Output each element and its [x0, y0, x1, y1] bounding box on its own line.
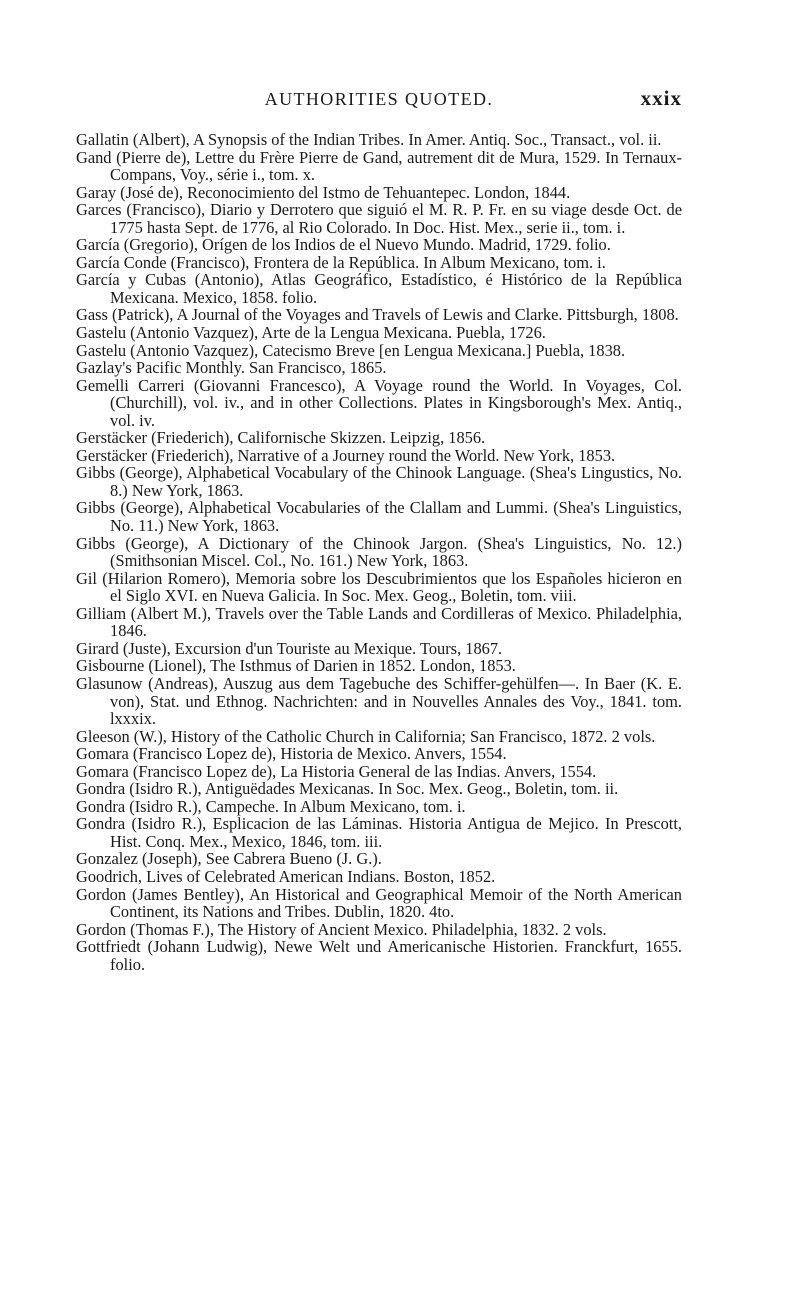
bibliography-entry: Gottfriedt (Johann Ludwig), Newe Welt und Americanische Historien. Franckfurt, 1655. folio.	[76, 937, 682, 974]
bibliography-entry: Girard (Juste), Excursion d'un Touriste au Mexique. Tours, 1867.	[76, 638, 503, 658]
bibliography-entry: Gerstäcker (Friederich), Narrative of a Journey round the World. New York, 1853.	[76, 445, 616, 465]
bibliography-entry: Gonzalez (Joseph), See Cabrera Bueno (J. G.).	[76, 849, 382, 869]
bibliography-entry: Gerstäcker (Friederich), Californische Skizzen. Leipzig, 1856.	[76, 428, 486, 448]
bibliography-entry: Gazlay's Pacific Monthly. San Francisco, 1865.	[76, 358, 387, 378]
page-title: AUTHORITIES QUOTED.	[264, 89, 494, 109]
bibliography-entry: García Conde (Francisco), Frontera de la República. In Album Mexicano, tom. i.	[76, 252, 606, 272]
bibliography-entry: Goodrich, Lives of Celebrated American Indians. Boston, 1852.	[76, 866, 496, 886]
bibliography-entry: Gil (Hilarion Romero), Memoria sobre los Descubrimientos que los Españoles hicieron en el Siglo XVI. en Nueva Galicia. In Soc. Mex. Geog., Boletin, tom. viii.	[76, 568, 682, 606]
bibliography-entry: Gand (Pierre de), Lettre du Frère Pierre de Gand, autrement dit de Mura, 1529. In Ternaux-Compans, Voy., série i., tom. x.	[76, 147, 682, 185]
bibliography-entry: Garces (Francisco), Diario y Derrotero que siguió el M. R. P. Fr. en su viage desde Oct. de 1775 hasta Sept. de 1776, al Rio Colorado. In Doc. Hist. Mex., serie ii., tom. i.	[76, 200, 682, 237]
bibliography-entry: Gibbs (George), Alphabetical Vocabularies of the Clallam and Lummi. (Shea's Linguistics, No. 11.) New York, 1863.	[76, 498, 682, 536]
bibliography-entry: García (Gregorio), Orígen de los Indios de el Nuevo Mundo. Madrid, 1729. folio.	[76, 235, 611, 255]
bibliography-entry: Gibbs (George), A Dictionary of the Chinook Jargon. (Shea's Linguistics, No. 12.) (Smithsonian Miscel. Col., No. 161.) New York, 1863.	[76, 533, 682, 571]
bibliography-entry: Glasunow (Andreas), Auszug aus dem Tagebuche des Schiffer-gehülfen—. In Baer (K. E. von), Stat. und Ethnog. Nachrichten: and in Nouvelles Annales des Voy., 1841. tom. lxxxix.	[76, 673, 682, 729]
running-header	[76, 86, 682, 114]
bibliography-entry: Gordon (James Bentley), An Historical and Geographical Memoir of the North American Continent, its Nations and Tribes. Dublin, 1820. 4to.	[76, 884, 682, 922]
bibliography-entry: Gastelu (Antonio Vazquez), Catecismo Breve [en Lengua Mexicana.] Puebla, 1838.	[76, 340, 626, 360]
bibliography-entry: Gemelli Carreri (Giovanni Francesco), A Voyage round the World. In Voyages, Col. (Churchill), vol. iv., and in other Collections. Plates in Kingsborough's Mex. Antiq., vol. iv.	[76, 375, 682, 430]
bibliography-entry: Gallatin (Albert), A Synopsis of the Indian Tribes. In Amer. Antiq. Soc., Transact., vol. ii.	[76, 130, 662, 149]
bibliography-entry: Gondra (Isidro R.), Antiguëdades Mexicanas. In Soc. Mex. Geog., Boletin, tom. ii.	[76, 779, 619, 799]
bibliography-entry: Gondra (Isidro R.), Esplicacion de las Láminas. Historia Antigua de Mejico. In Prescott, Hist. Conq. Mex., Mexico, 1846, tom. iii.	[76, 814, 682, 851]
bibliography-entry: Gibbs (George), Alphabetical Vocabulary of the Chinook Language. (Shea's Lingustics, No. 8.) New York, 1863.	[76, 463, 682, 500]
bibliography-entry: Gomara (Francisco Lopez de), La Historia General de las Indias. Anvers, 1554.	[76, 761, 597, 781]
bibliography-list	[76, 131, 682, 973]
page-number: xxix	[640, 86, 682, 110]
bibliography-entry: Gisbourne (Lionel), The Isthmus of Darien in 1852. London, 1853.	[76, 656, 516, 676]
bibliography-entry: Gondra (Isidro R.), Campeche. In Album Mexicano, tom. i.	[76, 796, 466, 816]
bibliography-entry: Gleeson (W.), History of the Catholic Church in California; San Francisco, 1872. 2 vols.	[76, 726, 656, 746]
bibliography-entry: Gomara (Francisco Lopez de), Historia de Mexico. Anvers, 1554.	[76, 744, 507, 764]
bibliography-entry: García y Cubas (Antonio), Atlas Geográfico, Estadístico, é Histórico de la República Mexicana. Mexico, 1858. folio.	[76, 270, 682, 307]
bibliography-entry: Gilliam (Albert M.), Travels over the Table Lands and Cordilleras of Mexico. Philadelphia, 1846.	[76, 603, 682, 641]
bibliography-entry: Gordon (Thomas F.), The History of Ancient Mexico. Philadelphia, 1832. 2 vols.	[76, 919, 607, 939]
bibliography-entry: Gass (Patrick), A Journal of the Voyages and Travels of Lewis and Clarke. Pittsburgh, 1808.	[76, 305, 679, 325]
bibliography-entry: Garay (José de), Reconocimiento del Istmo de Tehuantepec. London, 1844.	[76, 182, 571, 202]
bibliography-entry: Gastelu (Antonio Vazquez), Arte de la Lengua Mexicana. Puebla, 1726.	[76, 323, 546, 343]
